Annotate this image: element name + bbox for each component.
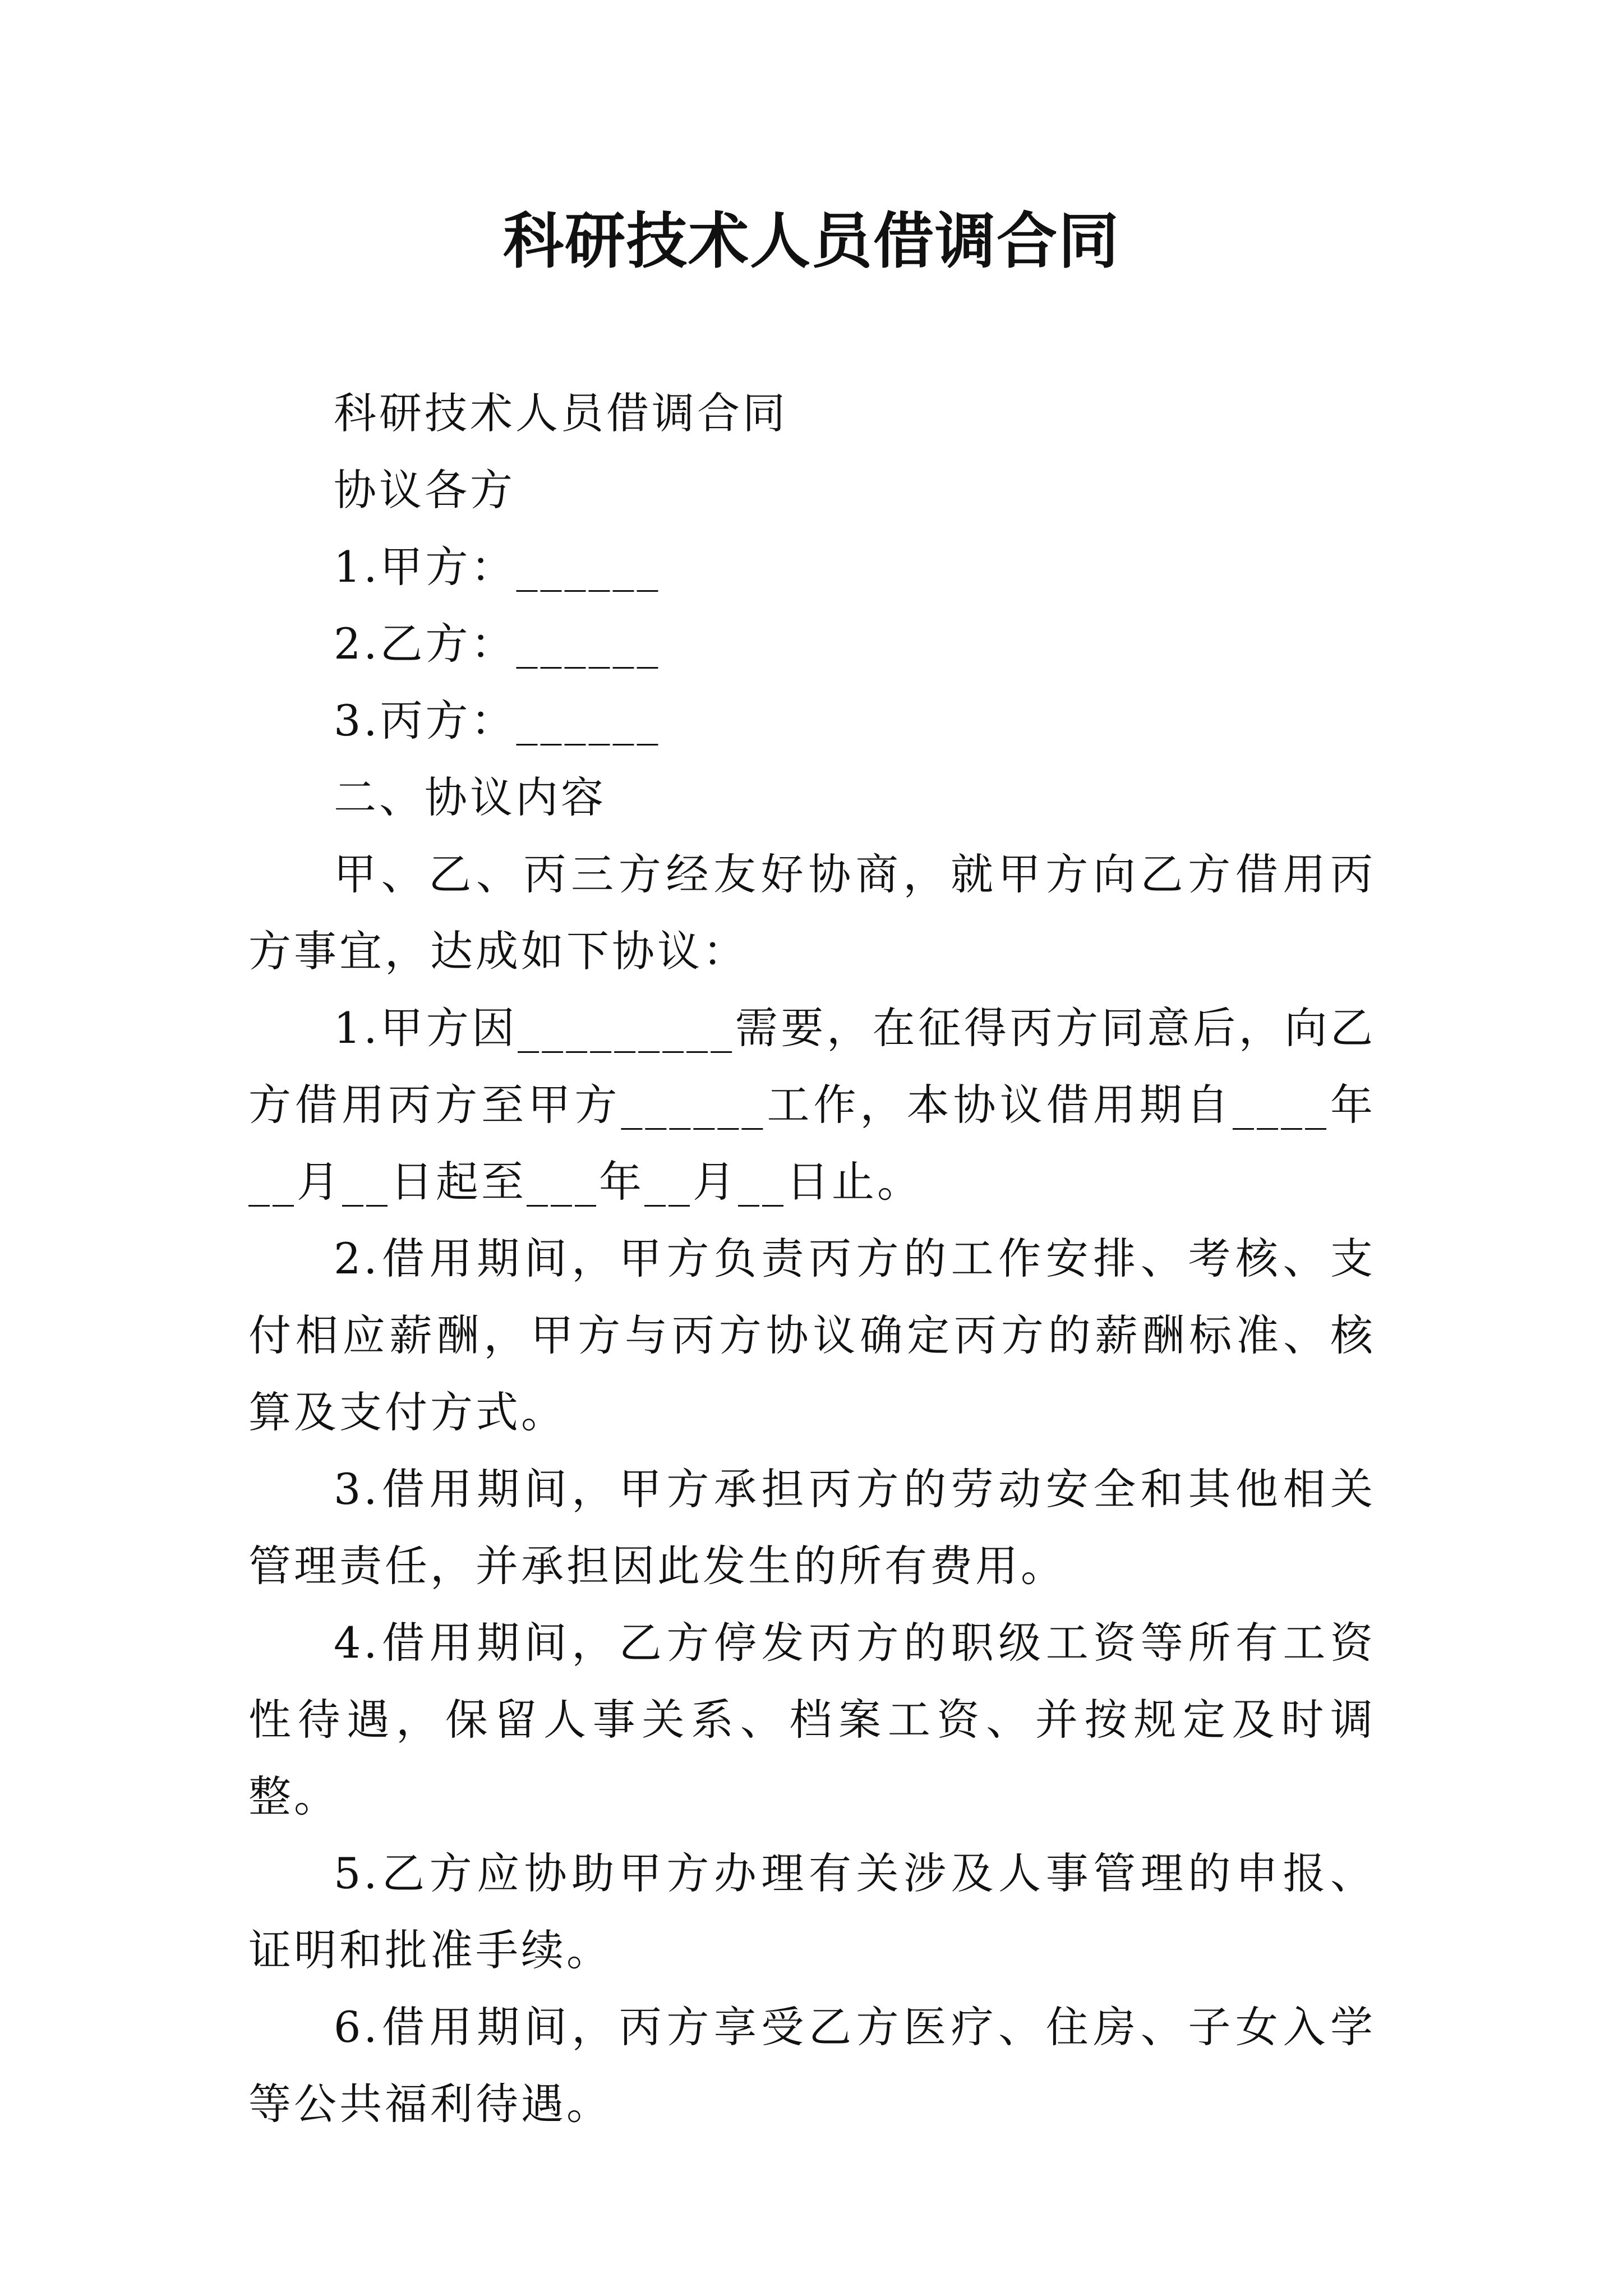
clause-6: 6.借用期间，丙方享受乙方医疗、住房、子女入学等公共福利待遇。: [248, 2002, 1376, 2129]
party-a-line: 1.甲方：______: [334, 542, 661, 592]
intro-paragraph: 甲、乙、丙三方经友好协商，就甲方向乙方借用丙方事宜，达成如下协议：: [248, 849, 1376, 976]
heading-repeat: 科研技术人员借调合同: [334, 388, 788, 438]
clause-5: 5.乙方应协助甲方办理有关涉及人事管理的申报、证明和批准手续。: [248, 1848, 1376, 1975]
parties-heading: 协议各方: [334, 465, 515, 515]
clause-4: 4.借用期间，乙方停发丙方的职级工资等所有工资性待遇，保留人事关系、档案工资、并按规定及时调整。: [248, 1618, 1376, 1821]
clause-1: 1.甲方因_________需要，在征得丙方同意后，向乙方借用丙方至甲方______工作，本协议借用期自____年__月__日起至___年__月__日止。: [248, 1003, 1376, 1207]
document-title: 科研技术人员借调合同: [502, 206, 1120, 277]
section-heading: 二、协议内容: [334, 772, 606, 822]
party-b-line: 2.乙方：______: [334, 619, 661, 669]
clause-2: 2.借用期间，甲方负责丙方的工作安排、考核、支付相应薪酬，甲方与丙方协议确定丙方的薪酬标准、核算及支付方式。: [248, 1234, 1376, 1437]
party-c-line: 3.丙方：______: [334, 696, 661, 746]
document-body: [248, 375, 1376, 2142]
clause-3: 3.借用期间，甲方承担丙方的劳动安全和其他相关管理责任，并承担因此发生的所有费用。: [248, 1464, 1376, 1591]
